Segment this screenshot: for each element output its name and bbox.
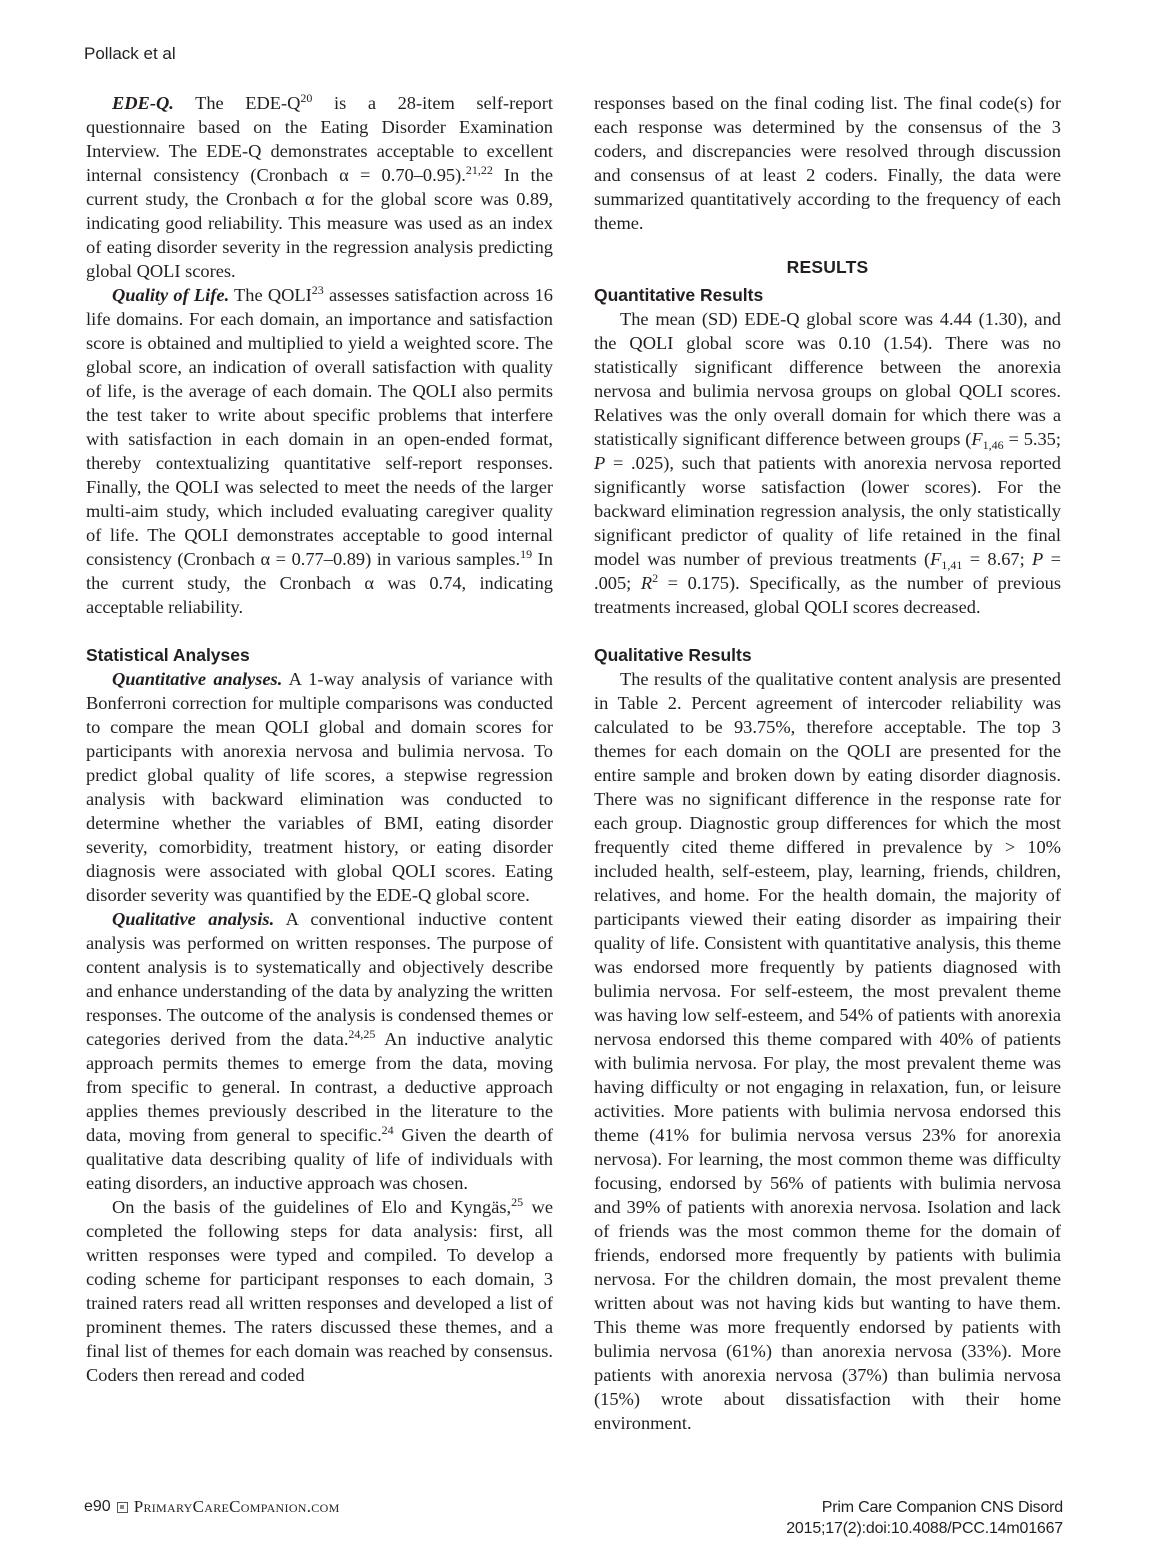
heading-statistical-analyses: Statistical Analyses — [86, 645, 250, 665]
citation-ref: 24 — [381, 1123, 394, 1137]
paragraph-qualitative-analysis: Qualitative analysis. A conventional inductive content analysis was performed on written responses. The purpose of content analysis is to systematically and objectively describe and enhance understanding of the data by analyzing the written responses. The outcome of the analysis is condensed themes or categories derived from the data.$^{24,25}$ An inductive analytic approach permits themes to emerge from the data, moving from specific to general. In contrast, a deductive approach applies themes previously described in the literature to the data, moving from general to specific.$^{24}$ Given the dearth of qualitative data describing quality of life of individuals with eating disorders, an inductive approach was chosen. — [86, 909, 553, 1193]
square-bullet-icon — [117, 1502, 128, 1513]
heading-results: RESULTS — [786, 257, 869, 277]
paragraph-edeq: EDE-Q. The EDE-$Q^{20}$ is a 28-item self-report questionnaire based on the Eating Disorder Examination Interview. The EDE-Q demonstrates acceptable to excellent internal consistency (Cronbach α = 0.70–0.95).$^{21,22}$ In the current study, the Cronbach α for the global score was 0.89, indicating good reliability. This measure was used as an index of eating disorder severity in the regression analysis predicting global QOLI scores. — [86, 91, 554, 281]
runin-heading-edeq: EDE-Q. — [112, 93, 174, 113]
paragraph-quantitative-analyses: Quantitative analyses. A 1-way analysis of variance with Bonferroni correction for multiple comparisons was conducted to compare the mean QOLI global and domain scores for participants with anorexia nervosa and bulimia nervosa. To predict global quality of life scores, a stepwise regression analysis with backward elimination was conducted to determine whether the variables of BMI, eating disorder severity, comorbidity, treatment history, or eating disorder diagnosis were associated with global QOLI scores. Eating disorder severity was quantified by the EDE-Q global score. — [86, 669, 553, 905]
citation-ref: 23 — [311, 283, 324, 297]
heading-quantitative-results: Quantitative Results — [594, 285, 764, 305]
journal-name: Prim Care Companion CNS Disord — [821, 1499, 1063, 1516]
page-number: e90 — [84, 1498, 111, 1515]
spacer — [594, 619, 1061, 643]
paragraph-qualitative-results: The results of the qualitative content analysis are presented in Table 2. Percent agreement of intercoder reliability was calculated to be 93.75%, therefore acceptable. The top 3 themes for each domain on the QOLI are presented for the entire sample and broken down by eating disorder diagnosis. There was no significant difference in the response rate for each group. Diagnostic group differences for which the most frequently cited theme differed in prevalence by > 10% included health, self-esteem, play, learning, friends, children, relatives, and home. For the health domain, the majority of participants viewed their eating disorder as impairing their quality of life. Consistent with quantitative analysis, this theme was endorsed more frequently by patients diagnosed with bulimia nervosa. For self-esteem, the most prevalent theme was having low self-esteem, and 54% of patients with anorexia nervosa endorsed this theme compared with 40% of patients with bulimia nervosa. For play, the most prevalent theme was having difficulty or not engaging in relaxation, fun, or leisure activities. More patients with bulimia nervosa endorsed this theme (41% for bulimia nervosa versus 23% for anorexia nervosa). For learning, the most common theme was difficulty focusing, endorsed by 56% of patients with bulimia nervosa and 39% of patients with anorexia nervosa. Isolation and lack of friends was the most common theme for the domain of friends, endorsed more frequently by patients with bulimia nervosa. For the children domain, the most prevalent theme written about was not having kids but wanting to have them. This theme was more frequently endorsed by patients with bulimia nervosa (61%) than anorexia nervosa (33%). More patients with anorexia nervosa (37%) than bulimia nervosa (15%) wrote about dissatisfaction with their home environment. — [594, 669, 1061, 1433]
runin-heading-quant: Quantitative analyses. — [112, 669, 283, 689]
citation-ref: 24,25 — [348, 1027, 376, 1041]
runin-heading-qual: Qualitative analysis. — [112, 909, 275, 929]
paragraph-continuation: responses based on the final coding list. The final code(s) for each response was determined by the consensus of the 3 coders, and discrepancies were resolved through discussion and consensus of at least 2 coders. Finally, the data were summarized quantitatively according to the frequency of each theme. — [594, 93, 1061, 233]
citation-ref: 19 — [520, 547, 533, 561]
footer-right — [786, 1497, 1063, 1539]
footer-left — [84, 1497, 340, 1517]
paragraph-quality-of-life: Quality of Life. The QOLI$^{23}$ assesses satisfaction across 16 life domains. For each domain, an importance and satisfaction score is obtained and multiplied to yield a weighted score. The global score, an indication of overall satisfaction with quality of life, is the average of each domain. The QOLI also permits the test taker to write about specific problems that interfere with satisfaction in each domain in an open-ended format, thereby contextualizing quantitative self-report responses. Finally, the QOLI was selected to meet the needs of the larger multi-aim study, which included evaluating caregiver quality of life. The QOLI demonstrates acceptable to good internal consistency (Cronbach α = 0.77–0.89) in various samples.$^{19}$ In the current study, the Cronbach α was 0.74, indicating acceptable reliability. — [86, 283, 553, 617]
left-column — [86, 91, 553, 1387]
paragraph-quantitative-results: The mean (SD) EDE-Q global score was 4.44 (1.30), and the QOLI global score was 0.10 (1.54). There was no statistically significant difference between the anorexia nervosa and bulimia nervosa groups on global QOLI scores. Relatives was the only overall domain for which there was a statistically significant difference between groups ($F_{1,46} = 5.35$; P = .025), such that patients with anorexia nervosa reported significantly worse satisfaction (lower scores). For the backward elimination regression analysis, the only statistically significant predictor of quality of life retained in the final model was number of previous treatments ($F_{1,41} = 8.67$; P = .005; $R^2 = 0.175$). Specifically, as the number of previous treatments increased, global QOLI scores decreased. — [594, 309, 1061, 617]
citation-ref: 21,22 — [465, 163, 493, 177]
citation-doi: 2015;17(2):doi:10.4088/PCC.14m01667 — [786, 1520, 1063, 1537]
citation-ref: 25 — [511, 1195, 524, 1209]
paragraph-elo-kyngas: On the basis of the guidelines of Elo and Kyngäs,$^{25}$ we completed the following steps for data analysis: first, all written responses were typed and compiled. To develop a coding scheme for participant responses to each domain, 3 trained raters read all written responses and developed a list of prominent themes. The raters discussed these themes, and a final list of themes for each domain was reached by consensus. Coders then reread and coded — [86, 1195, 553, 1385]
right-column — [594, 91, 1061, 1435]
heading-qualitative-results: Qualitative Results — [594, 645, 752, 665]
journal-website: PrimaryCareCompanion.com — [133, 1497, 340, 1516]
citation-ref: 20 — [300, 91, 313, 105]
runin-heading-qol: Quality of Life. — [112, 285, 230, 305]
spacer — [86, 619, 553, 643]
running-head: Pollack et al — [84, 44, 176, 63]
